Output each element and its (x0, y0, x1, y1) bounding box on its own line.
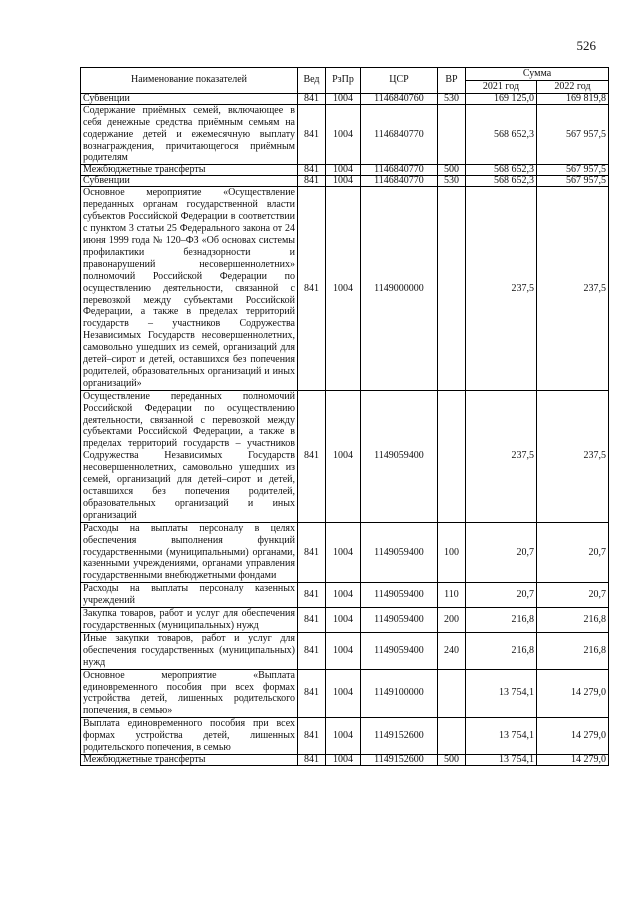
row-rzpr: 1004 (326, 390, 361, 522)
row-vr: 200 (438, 608, 466, 633)
row-ved: 841 (298, 632, 326, 669)
col-header-2022: 2022 год (537, 80, 609, 93)
col-header-ved: Вед (298, 68, 326, 94)
row-ved: 841 (298, 165, 326, 176)
table-row (81, 718, 609, 755)
row-sum-2021: 237,5 (466, 187, 537, 390)
row-sum-2021: 568 652,3 (466, 104, 537, 165)
row-rzpr: 1004 (326, 669, 361, 718)
row-csr: 1149000000 (361, 187, 438, 390)
row-vr: 100 (438, 522, 466, 583)
row-csr: 1149059400 (361, 390, 438, 522)
col-header-sum: Сумма (466, 68, 609, 81)
row-ved: 841 (298, 522, 326, 583)
table-row (81, 187, 609, 390)
table-row (81, 522, 609, 583)
row-ved: 841 (298, 176, 326, 187)
row-sum-2022: 169 819,8 (537, 93, 609, 104)
row-rzpr: 1004 (326, 754, 361, 765)
row-sum-2022: 567 957,5 (537, 165, 609, 176)
row-sum-2022: 14 279,0 (537, 718, 609, 755)
row-sum-2021: 568 652,3 (466, 165, 537, 176)
table-row (81, 608, 609, 633)
row-sum-2021: 13 754,1 (466, 669, 537, 718)
row-name: Расходы на выплаты персоналу в целях обеспечения выполнения функций государственными (муниципальными) органами, казенными учреждениями, органами управления государственными внебюджетными фондами (81, 522, 298, 583)
table-row (81, 754, 609, 765)
row-vr: 110 (438, 583, 466, 608)
row-csr: 1149152600 (361, 754, 438, 765)
table-row (81, 583, 609, 608)
table-row (81, 93, 609, 104)
row-vr: 500 (438, 165, 466, 176)
row-csr: 1149152600 (361, 718, 438, 755)
row-sum-2022: 20,7 (537, 522, 609, 583)
col-header-csr: ЦСР (361, 68, 438, 94)
row-name: Осуществление переданных полномочий Российской Федерации по осуществлению деятельности, связанной с перевозкой между субъектами Российской Федерации, а также в пределах территорий государств – участников Содружества Независимых Государств несовершеннолетних, самовольно ушедших из семей, организаций для детей–сирот и детей, оставшихся без попечения родителей, образовательных организаций и иных организаций (81, 390, 298, 522)
row-name: Субвенции (81, 176, 298, 187)
row-name: Основное мероприятие «Выплата единовременного пособия при всех формах устройства детей, лишенных родительского попечения, в семью» (81, 669, 298, 718)
row-vr (438, 187, 466, 390)
table-row (81, 104, 609, 165)
row-sum-2021: 216,8 (466, 608, 537, 633)
row-vr: 500 (438, 754, 466, 765)
table-body (81, 93, 609, 765)
row-csr: 1146840760 (361, 93, 438, 104)
row-sum-2021: 20,7 (466, 522, 537, 583)
row-ved: 841 (298, 390, 326, 522)
row-sum-2021: 169 125,0 (466, 93, 537, 104)
row-vr: 530 (438, 176, 466, 187)
table-row (81, 390, 609, 522)
col-header-rzpr: РзПр (326, 68, 361, 94)
row-sum-2021: 216,8 (466, 632, 537, 669)
row-rzpr: 1004 (326, 632, 361, 669)
row-sum-2022: 216,8 (537, 632, 609, 669)
table-row (81, 632, 609, 669)
row-ved: 841 (298, 608, 326, 633)
row-ved: 841 (298, 104, 326, 165)
row-name: Содержание приёмных семей, включающее в себя денежные средства приёмным семьям на содержание детей и ежемесячную выплату вознаграждения, причитающегося приёмным родителям (81, 104, 298, 165)
row-name: Субвенции (81, 93, 298, 104)
col-header-2021: 2021 год (466, 80, 537, 93)
row-name: Межбюджетные трансферты (81, 754, 298, 765)
row-csr: 1149059400 (361, 608, 438, 633)
col-header-name: Наименование показателей (81, 68, 298, 94)
row-vr (438, 104, 466, 165)
row-sum-2021: 13 754,1 (466, 718, 537, 755)
budget-table (80, 67, 609, 766)
page-number: 526 (576, 38, 596, 53)
row-sum-2021: 13 754,1 (466, 754, 537, 765)
row-name: Межбюджетные трансферты (81, 165, 298, 176)
row-ved: 841 (298, 669, 326, 718)
row-rzpr: 1004 (326, 176, 361, 187)
row-rzpr: 1004 (326, 93, 361, 104)
row-csr: 1149059400 (361, 632, 438, 669)
row-name: Закупка товаров, работ и услуг для обеспечения государственных (муниципальных) нужд (81, 608, 298, 633)
row-sum-2021: 237,5 (466, 390, 537, 522)
row-rzpr: 1004 (326, 522, 361, 583)
table-row (81, 669, 609, 718)
row-rzpr: 1004 (326, 718, 361, 755)
row-sum-2022: 14 279,0 (537, 754, 609, 765)
row-csr: 1149100000 (361, 669, 438, 718)
row-sum-2022: 567 957,5 (537, 104, 609, 165)
row-vr (438, 390, 466, 522)
row-name: Расходы на выплаты персоналу казенных учреждений (81, 583, 298, 608)
row-name: Основное мероприятие «Осуществление переданных органам государственной власти субъектов Российской Федерации в соответствии с пунктом 3 статьи 25 Федерального закона от 24 июня 1999 года № 120–ФЗ «Об основах системы профилактики безнадзорности и правонарушений несовершеннолетних» полномочий Российской Федерации по осуществлению деятельности, связанной с перевозкой между субъектами Российской Федерации, а также в пределах территорий государств – участников Содружества Независимых Государств несовершеннолетних, самовольно ушедших из семей, организаций для детей–сирот и детей, оставшихся без попечения родителей, образовательных организаций и иных организаций» (81, 187, 298, 390)
row-ved: 841 (298, 583, 326, 608)
row-rzpr: 1004 (326, 187, 361, 390)
row-vr (438, 669, 466, 718)
row-ved: 841 (298, 187, 326, 390)
row-name: Выплата единовременного пособия при всех формах устройства детей, лишенных родительского попечения, в семью (81, 718, 298, 755)
row-sum-2022: 14 279,0 (537, 669, 609, 718)
row-sum-2022: 20,7 (537, 583, 609, 608)
table-row (81, 176, 609, 187)
row-vr: 240 (438, 632, 466, 669)
row-vr (438, 718, 466, 755)
row-sum-2021: 568 652,3 (466, 176, 537, 187)
row-name: Иные закупки товаров, работ и услуг для обеспечения государственных (муниципальных) нужд (81, 632, 298, 669)
row-rzpr: 1004 (326, 583, 361, 608)
row-rzpr: 1004 (326, 104, 361, 165)
row-sum-2022: 567 957,5 (537, 176, 609, 187)
row-vr: 530 (438, 93, 466, 104)
row-sum-2021: 20,7 (466, 583, 537, 608)
table-row (81, 165, 609, 176)
row-ved: 841 (298, 718, 326, 755)
row-ved: 841 (298, 93, 326, 104)
row-sum-2022: 237,5 (537, 187, 609, 390)
row-ved: 841 (298, 754, 326, 765)
row-sum-2022: 216,8 (537, 608, 609, 633)
row-csr: 1146840770 (361, 104, 438, 165)
row-csr: 1146840770 (361, 176, 438, 187)
row-csr: 1149059400 (361, 583, 438, 608)
row-rzpr: 1004 (326, 608, 361, 633)
col-header-vr: ВР (438, 68, 466, 94)
row-sum-2022: 237,5 (537, 390, 609, 522)
row-csr: 1149059400 (361, 522, 438, 583)
row-rzpr: 1004 (326, 165, 361, 176)
row-csr: 1146840770 (361, 165, 438, 176)
table-header (81, 68, 609, 94)
